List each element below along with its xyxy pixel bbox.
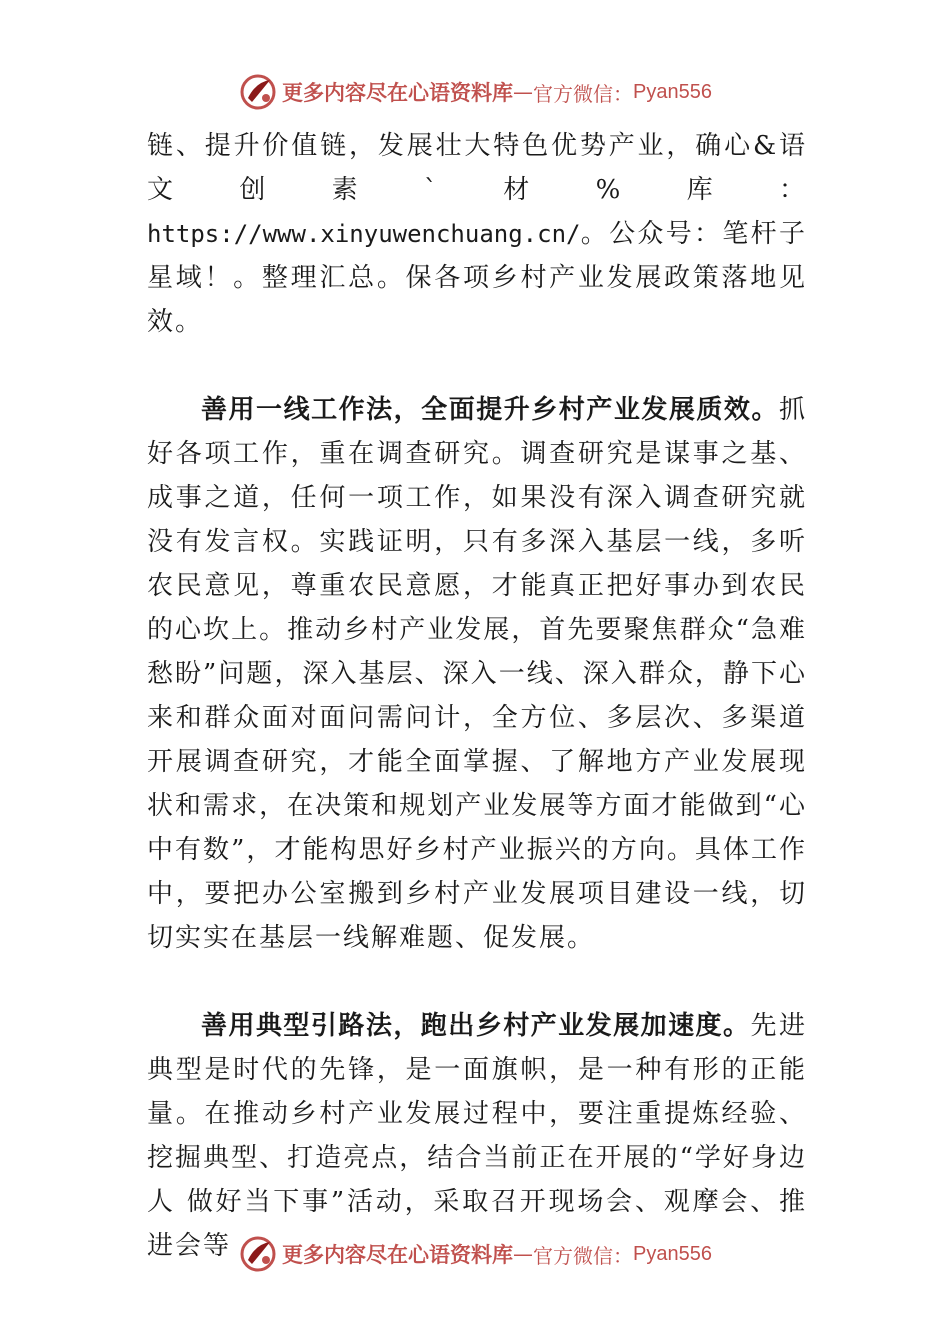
paragraph-1: [147, 124, 807, 344]
paragraph-gap: [147, 344, 807, 388]
brand-logo-icon: [238, 72, 278, 112]
paragraph-3: [147, 1004, 807, 1268]
document-body: [147, 124, 807, 1268]
paragraph-2-heading: 善用一线工作法，全面提升乡村产业发展质效。: [201, 395, 779, 425]
website-url: https://www.xinyuwenchuang.cn/: [147, 220, 581, 248]
paragraph-1-text-b: 。公众号：笔杆子星域！。整理汇总。保各项乡村产业发展政策落地见效。: [147, 219, 807, 337]
header-wechat-id: Pyan556: [633, 80, 712, 103]
paragraph-2-text: 抓好各项工作，重在调查研究。调查研究是谋事之基、成事之道，任何一项工作，如果没有深入调查研究就没有发言权。实践证明，只有多深入基层一线，多听农民意见，尊重农民意愿，才能真正把好事办到农民的心坎上。推动乡村产业发展，首先要聚焦群众“急难愁盼”问题，深入基层、深入一线、深入群众，静下心来和群众面对面问需问计，全方位、多层次、多渠道开展调查研究，才能全面掌握、了解地方产业发展现状和需求，在决策和规划产业发展等方面才能做到“心中有数”，才能构思好乡村产业振兴的方向。具体工作中，要把办公室搬到乡村产业发展项目建设一线，切切实实在基层一线解难题、促发展。: [147, 395, 807, 953]
footer-wechat-id: Pyan556: [633, 1242, 712, 1265]
paragraph-1-text-a: 链、提升价值链，发展壮大特色优势产业，确心&语文创素`材%库：: [147, 131, 807, 205]
paragraph-2: [147, 388, 807, 960]
paragraph-3-heading: 善用典型引路法，跑出乡村产业发展加速度。: [201, 1011, 751, 1041]
header-dash: —: [513, 80, 534, 104]
header-official-label: 官方微信：: [533, 81, 634, 106]
brand-logo-icon: [238, 1234, 278, 1274]
footer-official-label: 官方微信：: [533, 1243, 634, 1268]
header-brand-text: 更多内容尽在心语资料库: [282, 80, 514, 105]
footer-brand-text: 更多内容尽在心语资料库: [282, 1242, 514, 1267]
paragraph-gap: [147, 960, 807, 1004]
header-banner: [0, 70, 950, 114]
footer-dash: —: [513, 1242, 534, 1266]
paragraph-3-text: 先进典型是时代的先锋，是一面旗帜，是一种有形的正能量。在推动乡村产业发展过程中，要注重提炼经验、挖掘典型、打造亮点，结合当前正在开展的“学好身边人 做好当下事”活动，采取召开现场会、观摩会、推进会等: [147, 1011, 807, 1261]
footer-banner: [0, 1232, 950, 1276]
